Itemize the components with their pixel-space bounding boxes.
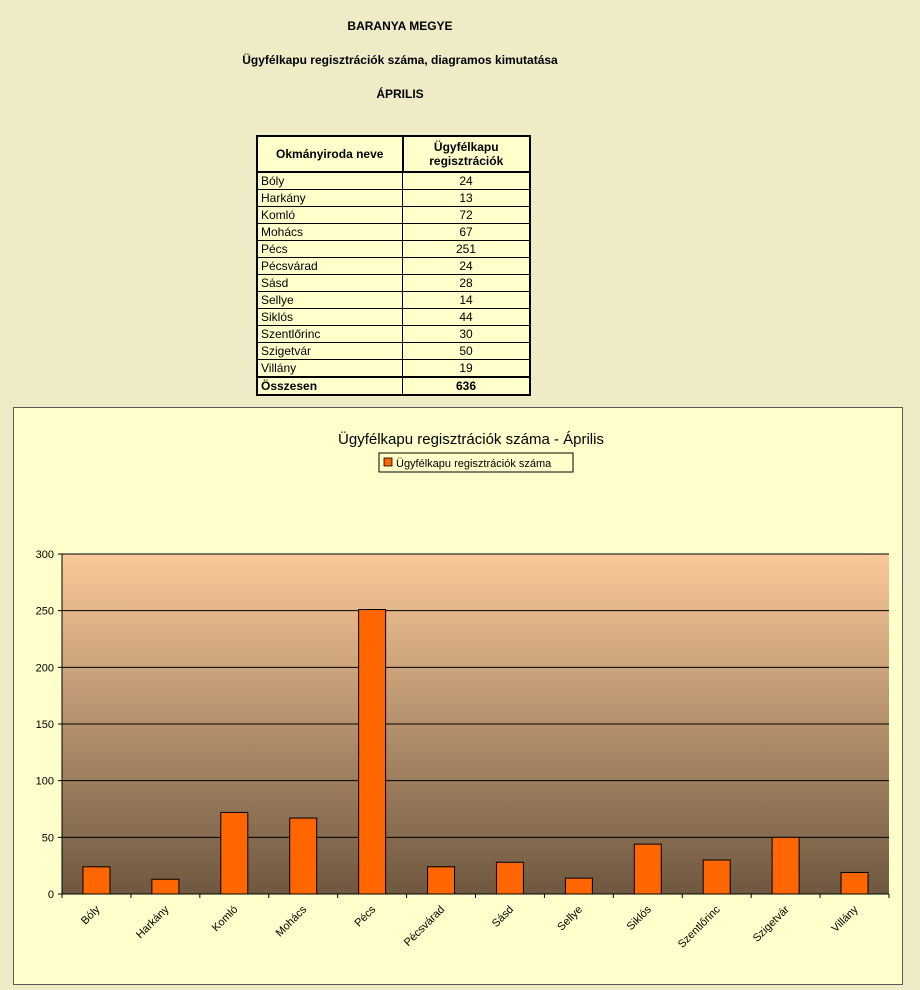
bar [496, 862, 523, 894]
office-name-cell: Komló [257, 207, 403, 224]
office-name-cell: Pécsvárad [257, 258, 403, 275]
table-row [257, 292, 530, 309]
registrations-cell: 13 [403, 190, 531, 207]
bar [703, 860, 730, 894]
table-row [257, 190, 530, 207]
table-row [257, 326, 530, 343]
registrations-cell: 30 [403, 326, 531, 343]
registrations-cell: 14 [403, 292, 531, 309]
report-subtitle: Ügyfélkapu regisztrációk száma, diagramos kimutatása [242, 53, 558, 67]
x-tick-label: Sellye [555, 903, 585, 934]
registrations-cell: 50 [403, 343, 531, 360]
table-row [257, 207, 530, 224]
x-tick-label: Pécs [352, 903, 379, 930]
x-tick-label: Mohács [273, 903, 310, 940]
x-tick-label: Sásd [489, 903, 517, 930]
registrations-table [256, 135, 531, 396]
total-label: Összesen [257, 377, 403, 395]
table-row [257, 275, 530, 292]
bar [290, 818, 317, 894]
x-tick-label: Komló [209, 903, 241, 935]
registrations-cell: 44 [403, 309, 531, 326]
legend-label: Ügyfélkapu regisztrációk száma [396, 458, 552, 470]
office-name-cell: Szentlőrinc [257, 326, 403, 343]
registrations-cell: 251 [403, 241, 531, 258]
registrations-cell: 72 [403, 207, 531, 224]
table-row [257, 360, 530, 378]
total-row [257, 377, 530, 395]
bar [841, 872, 868, 894]
x-tick-label: Szigetvár [750, 903, 792, 945]
bar [152, 879, 179, 894]
col2-line2: regisztrációk [429, 154, 504, 168]
col-registrations-header [403, 136, 531, 172]
table-row [257, 241, 530, 258]
office-name-cell: Sásd [257, 275, 403, 292]
registrations-cell: 19 [403, 360, 531, 378]
bar-chart [14, 408, 902, 984]
office-name-cell: Villány [257, 360, 403, 378]
bar [565, 878, 592, 894]
chart-area [13, 407, 903, 985]
x-tick-label: Siklós [624, 903, 654, 933]
office-name-cell: Siklós [257, 309, 403, 326]
office-name-cell: Mohács [257, 224, 403, 241]
y-tick-label: 250 [35, 605, 54, 618]
x-tick-label: Harkány [134, 903, 172, 942]
y-tick-label: 200 [35, 662, 54, 675]
chart-title: Ügyfélkapu regisztrációk száma - Április [338, 431, 604, 448]
registrations-cell: 24 [403, 172, 531, 190]
x-tick-label: Bóly [78, 903, 103, 928]
legend-swatch [384, 458, 392, 466]
county-title: BARANYA MEGYE [347, 19, 453, 33]
y-tick-label: 50 [41, 832, 54, 845]
table-row [257, 224, 530, 241]
col2-line1: Ügyfélkapu [433, 140, 499, 154]
registrations-cell: 67 [403, 224, 531, 241]
office-name-cell: Szigetvár [257, 343, 403, 360]
bar [428, 867, 455, 894]
table-row [257, 258, 530, 275]
table-row [257, 309, 530, 326]
bar [772, 837, 799, 894]
y-tick-label: 0 [47, 889, 54, 901]
total-value: 636 [403, 377, 531, 395]
col-office-name-header: Okmányiroda neve [257, 136, 403, 172]
bar [83, 867, 110, 894]
y-tick-label: 150 [35, 719, 54, 731]
month-title: ÁPRILIS [376, 87, 424, 101]
y-tick-label: 100 [35, 775, 54, 788]
office-name-cell: Sellye [257, 292, 403, 309]
office-name-cell: Harkány [257, 190, 403, 207]
x-tick-label: Villány [829, 903, 861, 935]
x-tick-label: Szentlőrinc [675, 903, 723, 951]
bar [221, 812, 248, 894]
office-name-cell: Bóly [257, 172, 403, 190]
legend [379, 453, 573, 472]
table-row [257, 343, 530, 360]
bar [634, 844, 661, 894]
bar [359, 610, 386, 894]
office-name-cell: Pécs [257, 241, 403, 258]
x-tick-label: Pécsvárad [401, 903, 448, 949]
table-row [257, 172, 530, 190]
registrations-cell: 28 [403, 275, 531, 292]
registrations-cell: 24 [403, 258, 531, 275]
y-tick-label: 300 [35, 549, 54, 561]
